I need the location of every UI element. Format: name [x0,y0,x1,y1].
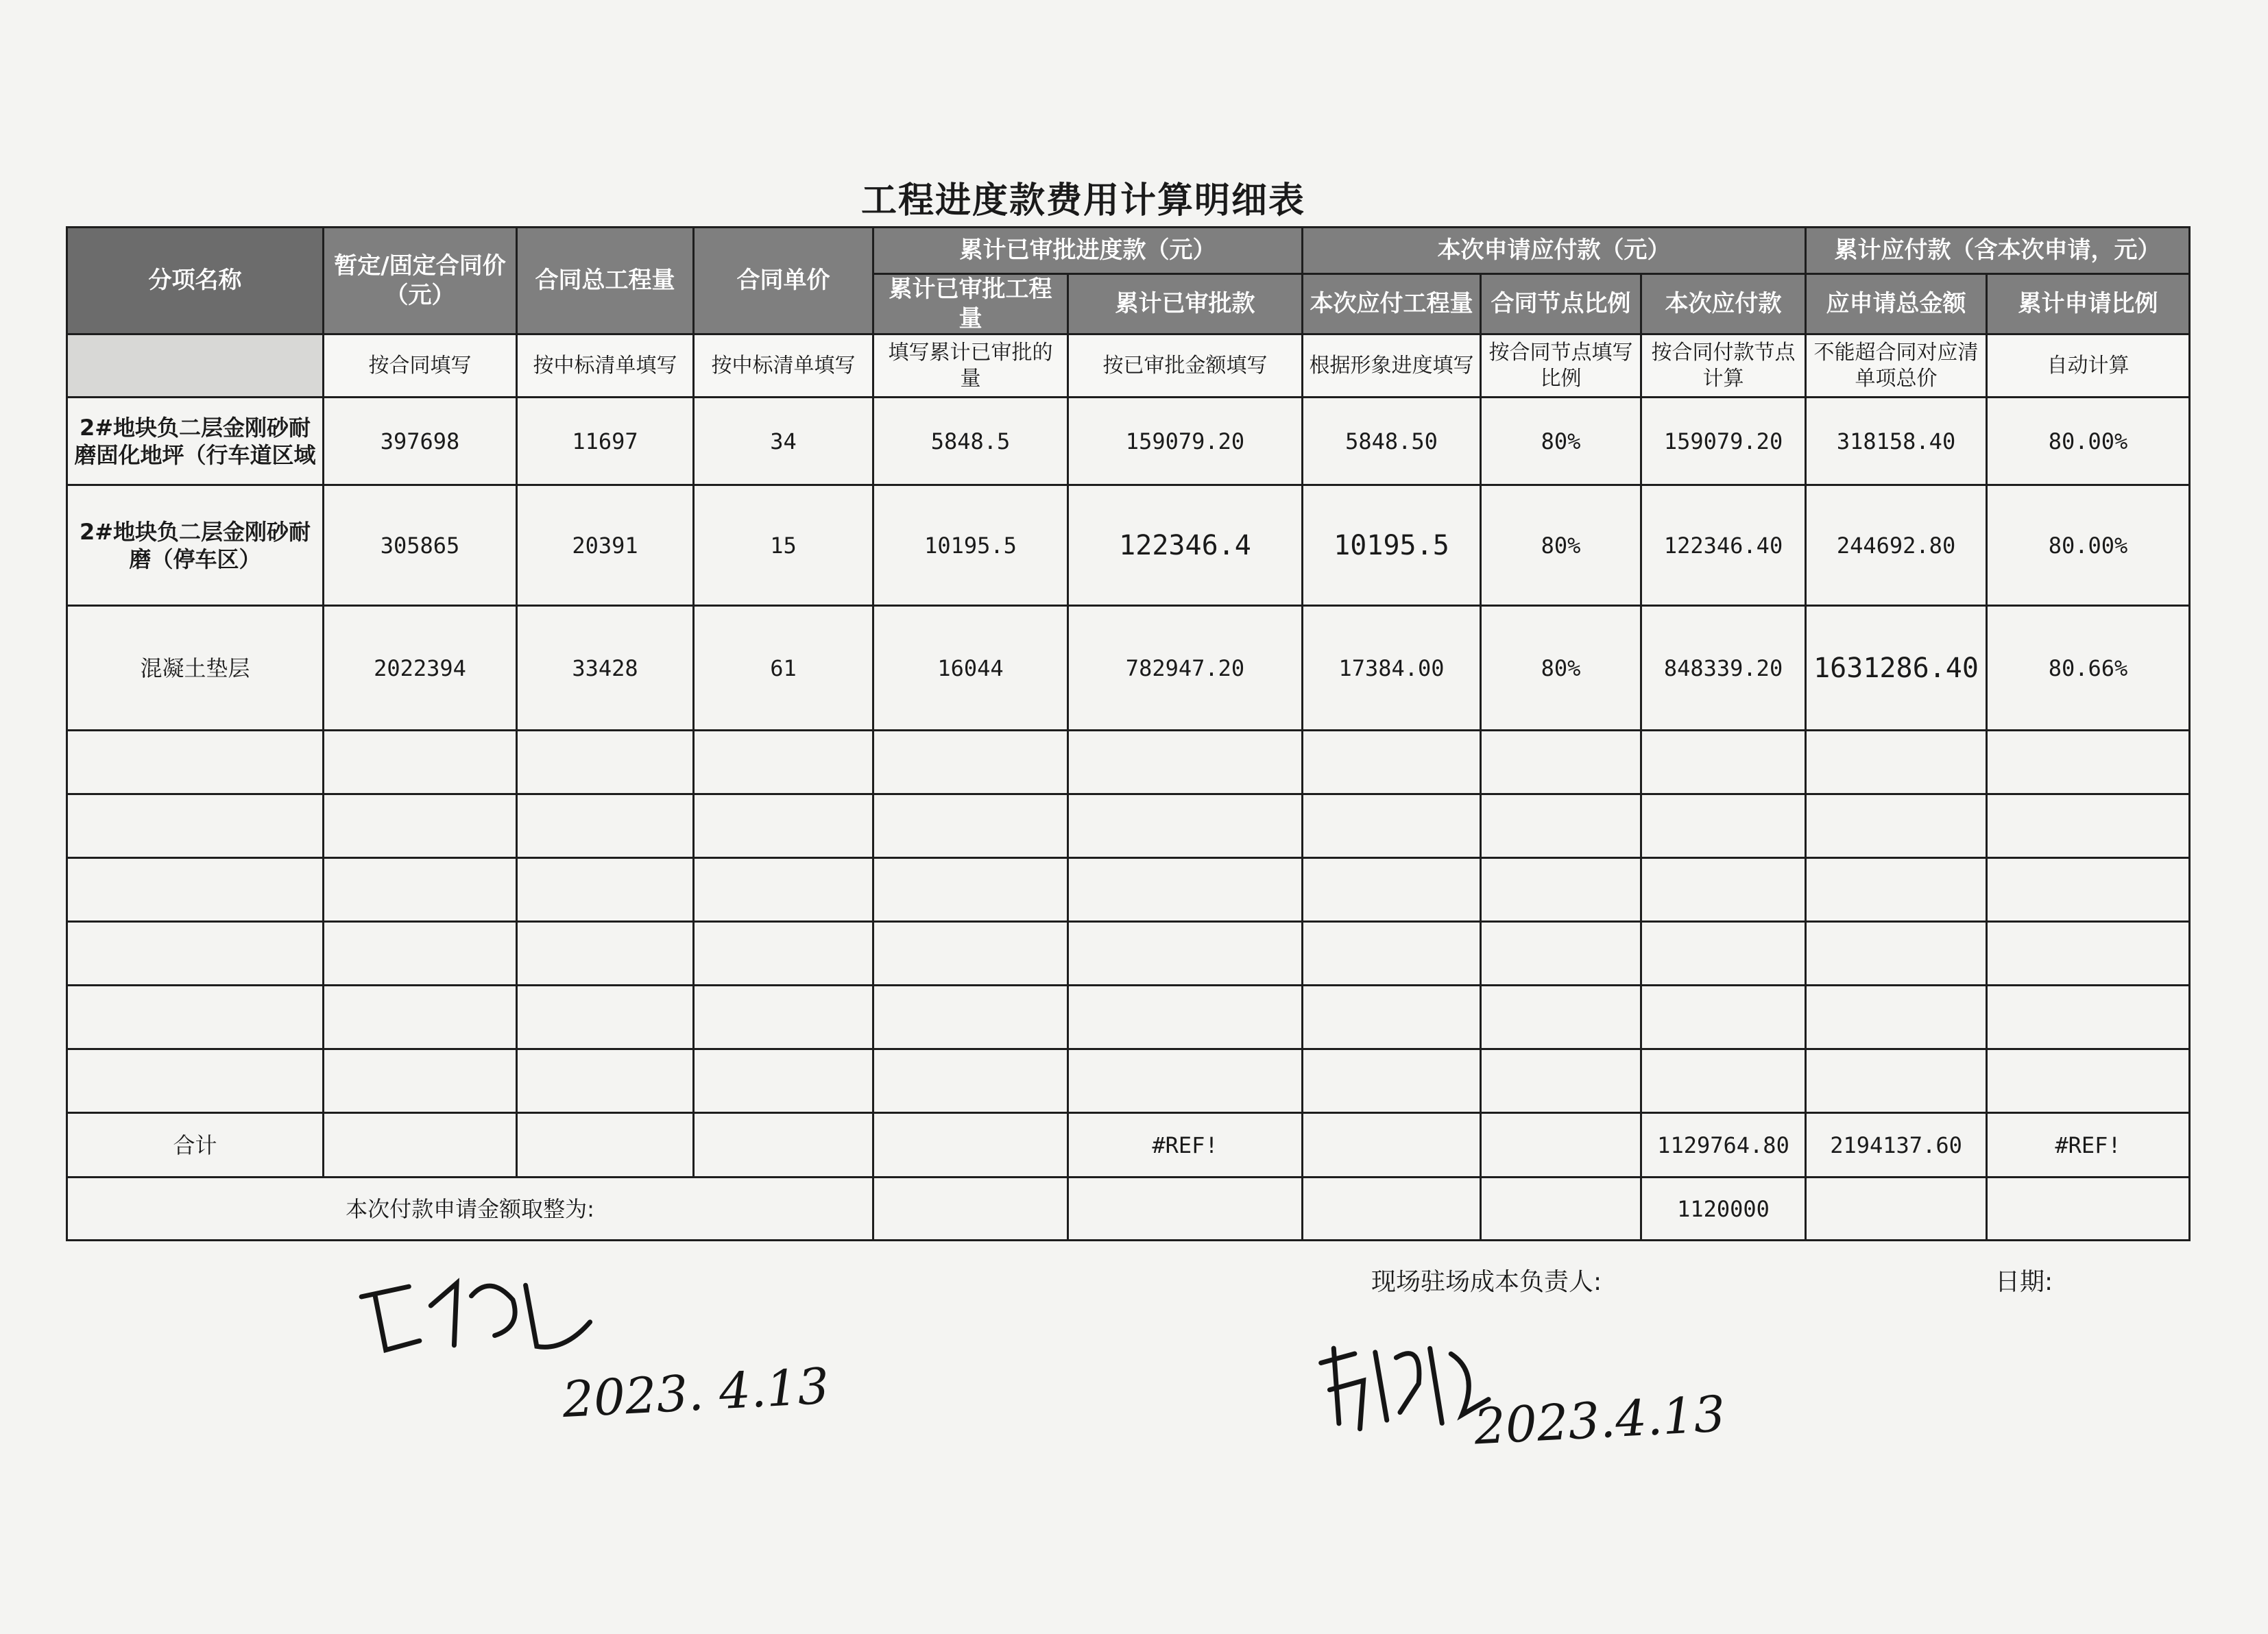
col-header-cum-approved-amt: 累计已审批款 [1068,274,1303,334]
empty-row [67,858,2190,922]
signature-scribble-icon [352,1253,606,1373]
apply-total: 1631286.40 [1806,606,1987,731]
instruction-row [67,334,2190,398]
total-apply-total: 2194137.60 [1806,1113,1987,1178]
cum-ratio: 80.00% [1987,398,2190,485]
col-header-node-ratio: 合同节点比例 [1481,274,1641,334]
empty-row [67,986,2190,1049]
final-amount-label: 本次付款申请金额取整为: [67,1178,873,1241]
cum-ratio: 80.66% [1987,606,2190,731]
instruction-cell: 按合同节点填写比例 [1481,334,1641,398]
total-label: 合计 [67,1113,324,1178]
table-row [67,398,2190,485]
instruction-cell [67,334,324,398]
left-signature [352,1253,607,1389]
empty-row [67,1049,2190,1113]
col-header-contract-qty: 合同总工程量 [517,228,694,334]
col-header-apply-total: 应申请总金额 [1806,274,1987,334]
cum-approved-amt: 122346.4 [1068,485,1303,606]
this-qty: 5848.50 [1303,398,1481,485]
instruction-cell: 按已审批金额填写 [1068,334,1303,398]
this-qty: 17384.00 [1303,606,1481,731]
instruction-cell: 按中标清单填写 [694,334,873,398]
this-payment: 848339.20 [1641,606,1806,731]
col-header-item-name: 分项名称 [67,228,324,334]
contract-qty: 20391 [517,485,694,606]
cum-approved-qty: 5848.5 [873,398,1068,485]
signature-scribble-icon [1313,1330,1497,1439]
item-name: 2#地块负二层金刚砂耐磨（停车区） [67,485,324,606]
apply-total: 318158.40 [1806,398,1987,485]
total-this-payment: 1129764.80 [1641,1113,1806,1178]
table-row [67,606,2190,731]
col-header-unit-price: 合同单价 [694,228,873,334]
page-title: 工程进度款费用计算明细表 [860,180,1305,221]
instruction-cell: 填写累计已审批的量 [873,334,1068,398]
contract-price: 305865 [324,485,517,606]
table-row [67,485,2190,606]
unit-price: 15 [694,485,873,606]
unit-price: 61 [694,606,873,731]
cum-ratio: 80.00% [1987,485,2190,606]
group-header-this-apply: 本次申请应付款（元） [1303,228,1806,274]
empty-row [67,794,2190,858]
final-amount-value: 1120000 [1641,1178,1806,1241]
contract-price: 2022394 [324,606,517,731]
group-header-cum-payable: 累计应付款（含本次申请，元） [1806,228,2190,274]
col-header-cum-approved-qty: 累计已审批工程量 [873,274,1068,334]
date-label: 日期: [1995,1268,2053,1296]
instruction-cell: 按合同付款节点计算 [1641,334,1806,398]
node-ratio: 80% [1481,485,1641,606]
right-signature-date: 2023.4.13 [1473,1385,1727,1456]
cum-approved-qty: 16044 [873,606,1068,731]
contract-price: 397698 [324,398,517,485]
col-header-this-qty: 本次应付工程量 [1303,274,1481,334]
cum-approved-amt: 782947.20 [1068,606,1303,731]
progress-payment-table [66,226,2191,1241]
this-payment: 159079.20 [1641,398,1806,485]
final-amount-row [67,1178,2190,1241]
total-row [67,1113,2190,1178]
total-cum-approved-amt: #REF! [1068,1113,1303,1178]
contract-qty: 11697 [517,398,694,485]
instruction-cell: 不能超合同对应清单项总价 [1806,334,1987,398]
left-signature-date: 2023. 4.13 [561,1356,831,1429]
item-name: 混凝土垫层 [67,606,324,731]
cost-owner-label: 现场驻场成本负责人: [1371,1268,1602,1296]
col-header-contract-price: 暂定/固定合同价（元） [324,228,517,334]
empty-row [67,922,2190,986]
this-payment: 122346.40 [1641,485,1806,606]
col-header-cum-ratio: 累计申请比例 [1987,274,2190,334]
header-row-1 [67,228,2190,274]
node-ratio: 80% [1481,398,1641,485]
instruction-cell: 按合同填写 [324,334,517,398]
item-name: 2#地块负二层金刚砂耐磨固化地坪（行车道区域 [67,398,324,485]
contract-qty: 33428 [517,606,694,731]
right-signature [1313,1330,1499,1454]
total-cum-ratio: #REF! [1987,1113,2190,1178]
instruction-cell: 根据形象进度填写 [1303,334,1481,398]
empty-row [67,731,2190,794]
node-ratio: 80% [1481,606,1641,731]
cum-approved-qty: 10195.5 [873,485,1068,606]
this-qty: 10195.5 [1303,485,1481,606]
col-header-this-payment: 本次应付款 [1641,274,1806,334]
group-header-cum-approved: 累计已审批进度款（元） [873,228,1303,274]
cum-approved-amt: 159079.20 [1068,398,1303,485]
unit-price: 34 [694,398,873,485]
instruction-cell: 自动计算 [1987,334,2190,398]
instruction-cell: 按中标清单填写 [517,334,694,398]
apply-total: 244692.80 [1806,485,1987,606]
